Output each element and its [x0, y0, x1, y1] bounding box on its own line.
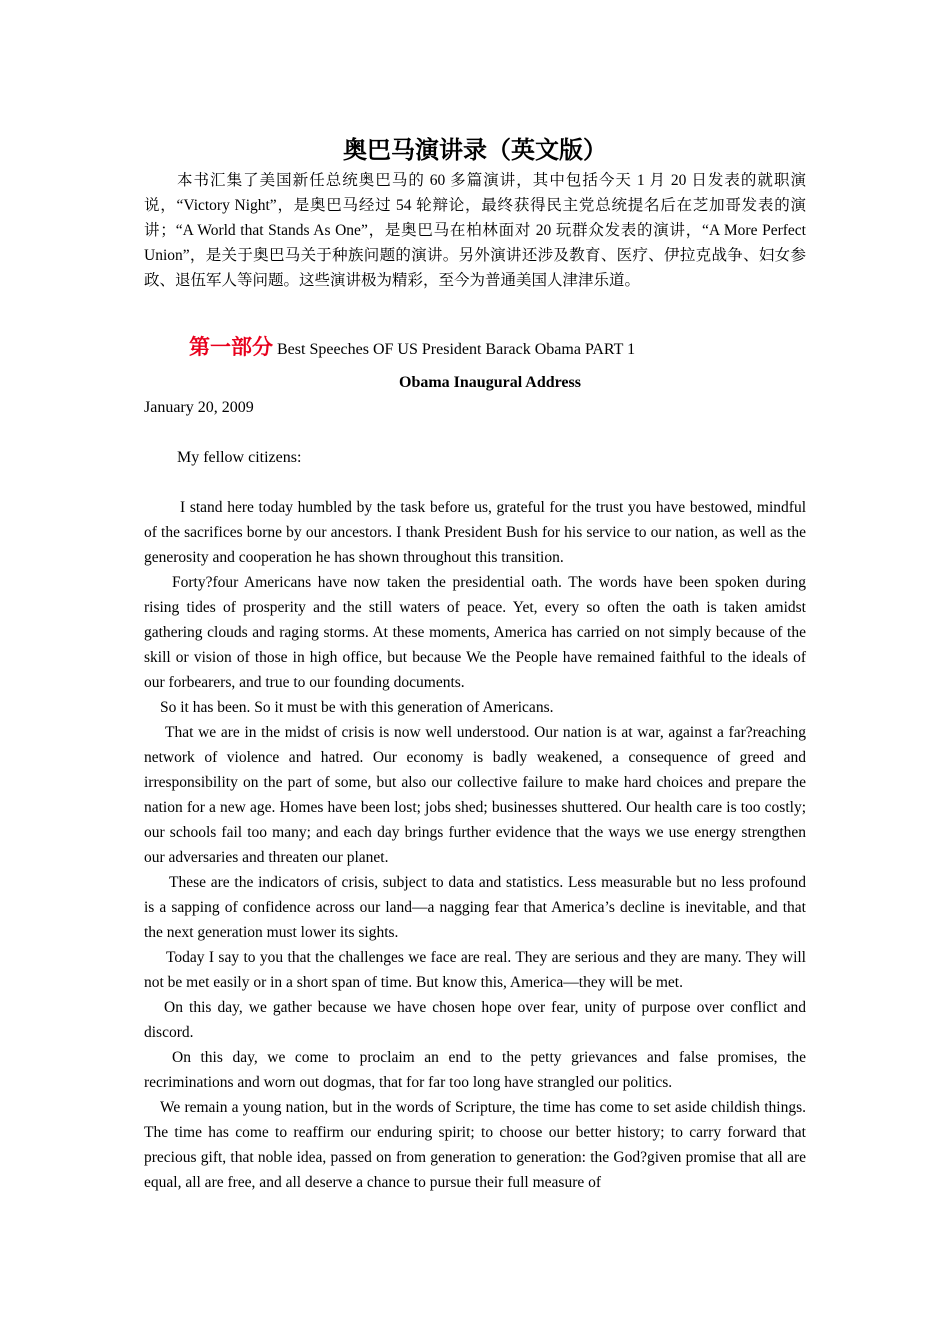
speech-paragraph: On this day, we gather because we have chosen hope over fear, unity of purpose over conflict and discord. — [144, 999, 806, 1041]
speech-paragraph: So it has been. So it must be with this generation of Americans. — [160, 699, 554, 716]
speech-paragraph: These are the indicators of crisis, subject to data and statistics. Less measurable but no less profound is a sapping of confidence across our land—a nagging fear that America’s decline is inevitable, and that the next generation must lower its sights. — [144, 874, 806, 941]
document-title: 奥巴马演讲录（英文版） — [343, 136, 607, 164]
speech-paragraph: Today I say to you that the challenges we face are real. They are serious and they are many. They will not be met easily or in a short span of time. But know this, America—they will be met. — [144, 949, 806, 991]
intro-paragraph: 本书汇集了美国新任总统奥巴马的 60 多篇演讲，其中包括今天 1 月 20 日发表的就职演说，“Victory Night”，是奥巴马经过 54 轮辩论，最终获得民主党总统提名后在芝加哥发表的演讲；“A World that Stands As One”，是奥巴马在柏林面对 20 玩群众发表的演讲，“A More Perfect Union”，是关于奥巴马关于种族问题的演讲。另外演讲还涉及教育、医疗、伊拉克战争、妇女参政、退伍军人等问题。这些演讲极为精彩，至今为普通美国人津津乐道。 — [144, 172, 806, 289]
speech-paragraph: I stand here today humbled by the task before us, grateful for the trust you have bestowed, mindful of the sacrifices borne by our ancestors. I thank President Bush for his service to our nation, as well as the generosity and cooperation he has shown throughout this transition. — [144, 499, 806, 566]
part-label: 第一部分 — [189, 335, 273, 359]
speech-paragraph: That we are in the midst of crisis is now well understood. Our nation is at war, against a far?reaching network of violence and hatred. Our economy is badly weakened, a consequence of greed and irresponsibility on the part of some, but also our collective failure to make hard choices and prepare the nation for a new age. Homes have been lost; jobs shed; businesses shuttered. Our health care is too costly; our schools fail too many; and each day brings further evidence that the ways we use energy strengthen our adversaries and threaten our planet. — [144, 724, 806, 866]
document-page — [144, 132, 806, 1195]
part-title: Best Speeches OF US President Barack Obama PART 1 — [273, 341, 636, 358]
speech-paragraph: On this day, we come to proclaim an end to the petty grievances and false promises, the recriminations and worn out dogmas, that for far too long have strangled our politics. — [144, 1049, 806, 1091]
speech-title: Obama Inaugural Address — [399, 374, 581, 391]
salutation: My fellow citizens: — [177, 449, 302, 466]
speech-paragraph: Forty?four Americans have now taken the presidential oath. The words have been spoken during rising tides of prosperity and the still waters of peace. Yet, every so often the oath is taken amidst gathering clouds and raging storms. At these moments, America has carried on not simply because of the skill or vision of those in high office, but because We the People have remained faithful to the ideals of our forbearers, and true to our founding documents. — [144, 574, 806, 691]
speech-body — [144, 495, 806, 1195]
speech-date: January 20, 2009 — [144, 399, 254, 416]
speech-paragraph: We remain a young nation, but in the words of Scripture, the time has come to set aside childish things. The time has come to reaffirm our enduring spirit; to choose our better history; to carry forward that precious gift, that noble idea, passed on from generation to generation: the God?given promise that all are equal, all are free, and all deserve a chance to pursue their full measure of — [144, 1099, 806, 1191]
part-heading — [144, 331, 806, 366]
